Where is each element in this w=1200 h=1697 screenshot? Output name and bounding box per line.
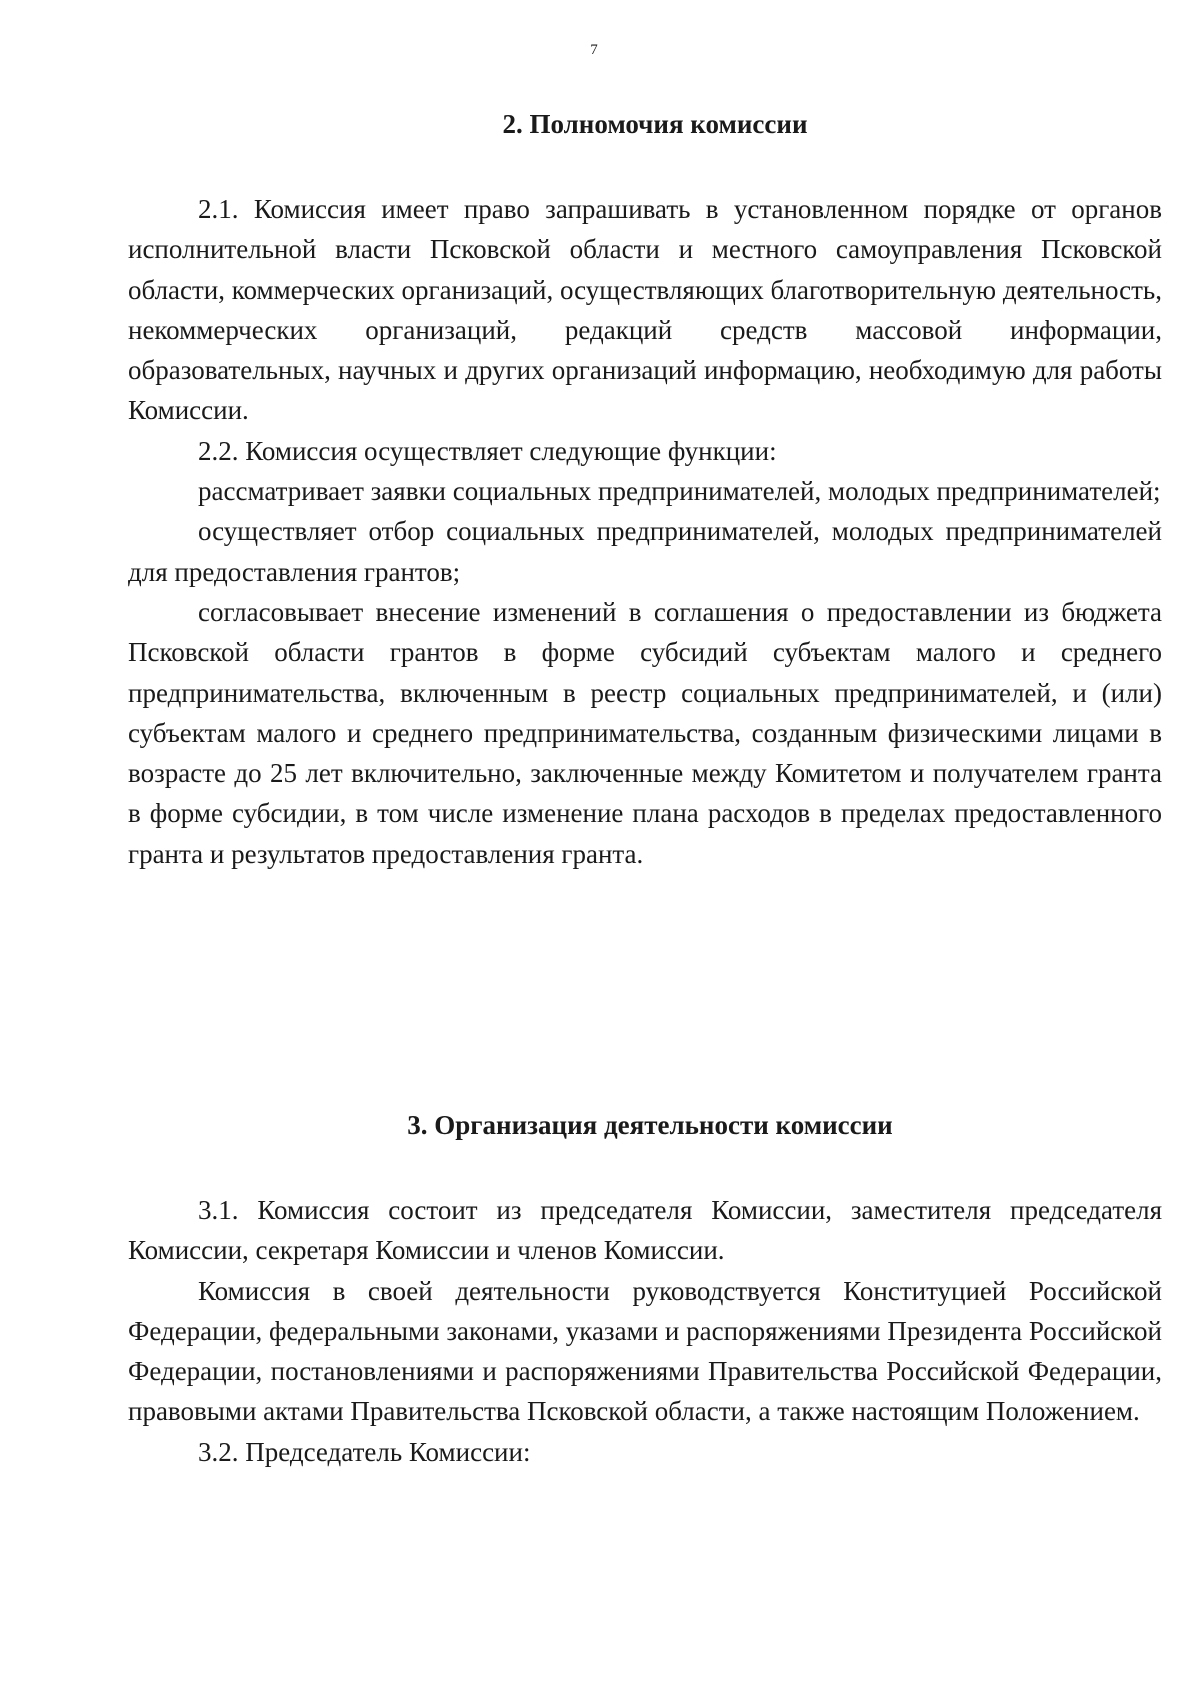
section-2-body: [128, 189, 1162, 874]
section-3-heading: 3. Организация деятельности комиссии: [407, 1110, 893, 1140]
page-number: 7: [590, 42, 598, 58]
function-review-applications: рассматривает заявки социальных предпринимателей, молодых предпринимателей;: [198, 476, 1161, 507]
paragraph-3-2: 3.2. Председатель Комиссии:: [198, 1436, 531, 1467]
paragraph-3-1: 3.1. Комиссия состоит из председателя Комиссии, заместителя председателя Комиссии, секретаря Комиссии и членов Комиссии.: [128, 1195, 1162, 1266]
function-selection: осуществляет отбор социальных предпринимателей, молодых предпринимателей для предоставления грантов;: [128, 516, 1162, 587]
section-2-heading: 2. Полномочия комиссии: [502, 109, 808, 139]
section-3-body: [128, 1190, 1162, 1472]
paragraph-legal-basis: Комиссия в своей деятельности руководствуется Конституцией Российской Федерации, федеральными законами, указами и распоряжениями Президента Российской Федерации, постановлениями и распоряжениями Правительства Российской Федерации, правовыми актами Правительства Псковской области, а также настоящим Положением.: [128, 1275, 1162, 1427]
paragraph-2-2: 2.2. Комиссия осуществляет следующие функции:: [198, 435, 777, 466]
function-approve-changes: согласовывает внесение изменений в соглашения о предоставлении из бюджета Псковской области грантов в форме субсидий субъектам малого и среднего предпринимательства, включенным в реестр социальных предпринимателей, и (или) субъектам малого и среднего предпринимательства, созданным физическими лицами в возрасте до 25 лет включительно, заключенные между Комитетом и получателем гранта в форме субсидии, в том числе изменение плана расходов в пределах предоставленного гранта и результатов предоставления гранта.: [128, 596, 1162, 869]
paragraph-2-1: 2.1. Комиссия имеет право запрашивать в установленном порядке от органов исполнительной власти Псковской области и местного самоуправления Псковской области, коммерческих организаций, осуществляющих благотворительную деятельность, некоммерческих организаций, редакций средств массовой информации, образовательных, научных и других организаций информацию, необходимую для работы Комиссии.: [128, 194, 1162, 426]
